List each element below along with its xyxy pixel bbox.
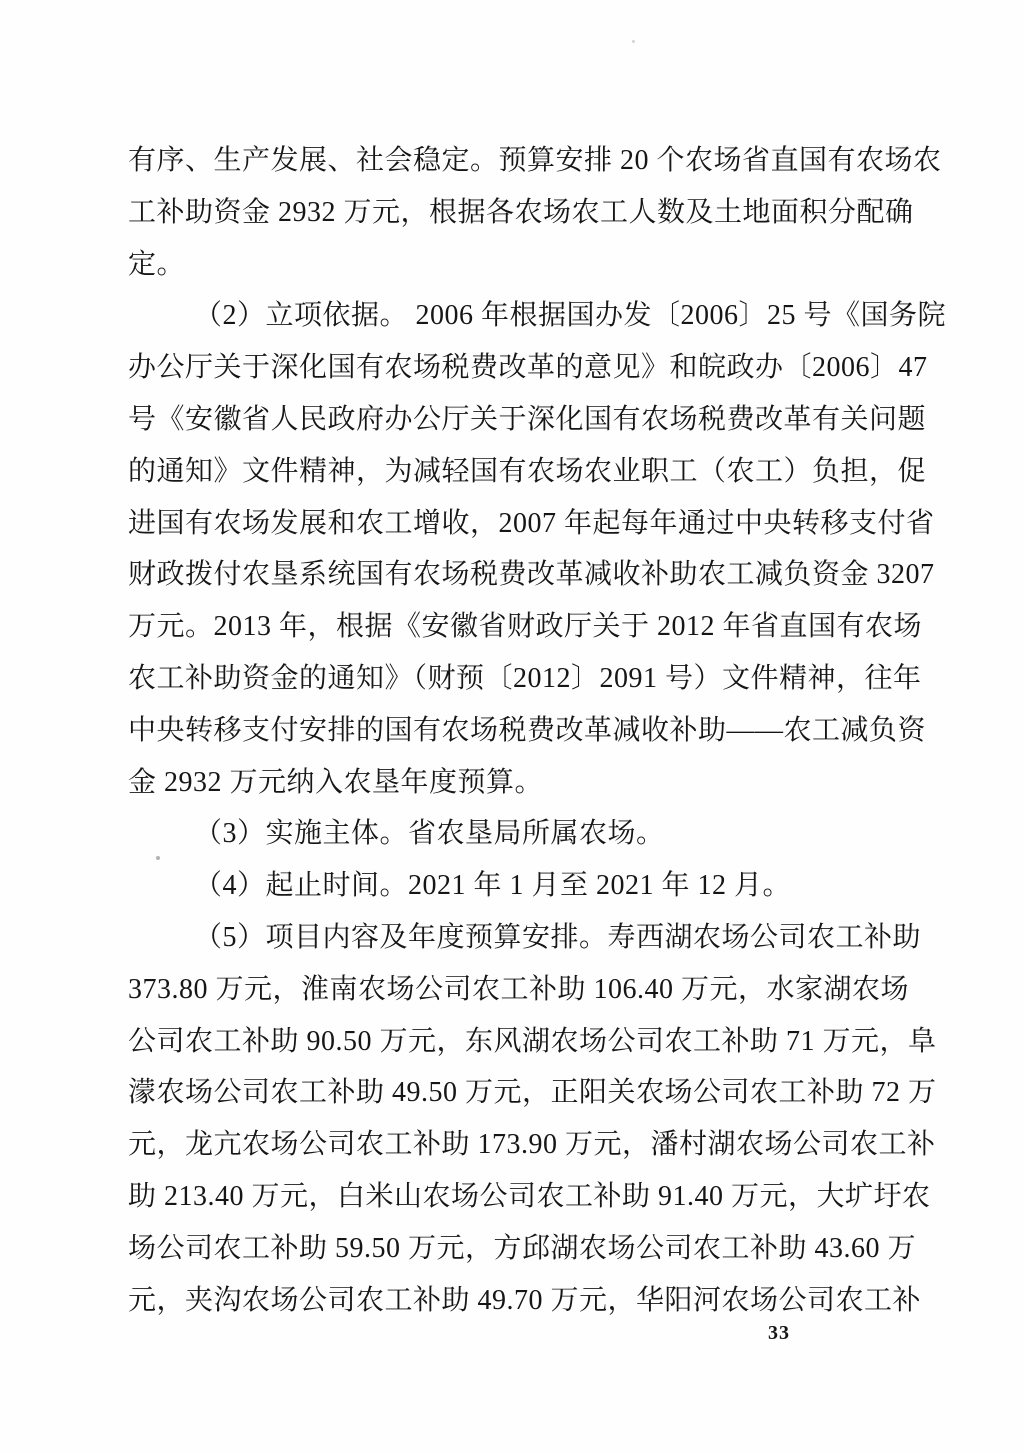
text-line: 元，夹沟农场公司农工补助 49.70 万元，华阳河农场公司农工补	[128, 1284, 922, 1316]
text-line: 财政拨付农垦系统国有农场税费改革减收补助农工减负资金 3207	[128, 559, 935, 591]
text-line: 办公厅关于深化国有农场税费改革的意见》和皖政办〔2006〕47	[128, 352, 928, 384]
text-line: （2）立项依据。 2006 年根据国办发〔2006〕25 号《国务院	[194, 300, 947, 332]
text-line: 公司农工补助 90.50 万元，东风湖农场公司农工补助 71 万元，阜	[128, 1025, 937, 1057]
scan-artifact-dot	[632, 40, 635, 43]
text-line: 助 213.40 万元，白米山农场公司农工补助 91.40 万元，大圹圩农	[128, 1180, 931, 1212]
text-line: 373.80 万元，淮南农场公司农工补助 106.40 万元，水家湖农场	[128, 973, 910, 1005]
text-line: 元，龙亢农场公司农工补助 173.90 万元，潘村湖农场公司农工补	[128, 1129, 936, 1161]
text-line: （5）项目内容及年度预算安排。寿西湖农场公司农工补助	[194, 921, 922, 953]
text-line: 有序、生产发展、社会稳定。预算安排 20 个农场省直国有农场农	[128, 145, 942, 176]
text-line: 万元。2013 年，根据《安徽省财政厅关于 2012 年省直国有农场	[128, 611, 923, 643]
text-line: 定。	[128, 248, 186, 280]
text-line: 濛农场公司农工补助 49.50 万元，正阳关农场公司农工补助 72 万	[128, 1077, 937, 1109]
text-line: （3）实施主体。省农垦局所属农场。	[194, 818, 665, 850]
text-line: 号《安徽省人民政府办公厅关于深化国有农场税费改革有关问题	[128, 403, 927, 435]
text-line: 的通知》文件精神，为减轻国有农场农业职工（农工）负担，促	[128, 455, 927, 487]
text-line: （4）起止时间。2021 年 1 月至 2021 年 12 月。	[194, 870, 792, 902]
text-line: 进国有农场发展和农工增收，2007 年起每年通过中央转移支付省	[128, 507, 935, 539]
text-line: 场公司农工补助 59.50 万元，方邱湖农场公司农工补助 43.60 万	[128, 1232, 917, 1264]
text-line: 中央转移支付安排的国有农场税费改革减收补助——农工减负资	[128, 714, 927, 746]
text-line: 工补助资金 2932 万元，根据各农场农工人数及土地面积分配确	[128, 196, 914, 228]
page-number: 33	[768, 1322, 790, 1344]
text-line: 农工补助资金的通知》（财预〔2012〕2091 号）文件精神，往年	[128, 662, 922, 694]
text-line: 金 2932 万元纳入农垦年度预算。	[128, 766, 544, 798]
scan-artifact-dot	[156, 856, 160, 860]
body-text	[128, 135, 947, 1326]
